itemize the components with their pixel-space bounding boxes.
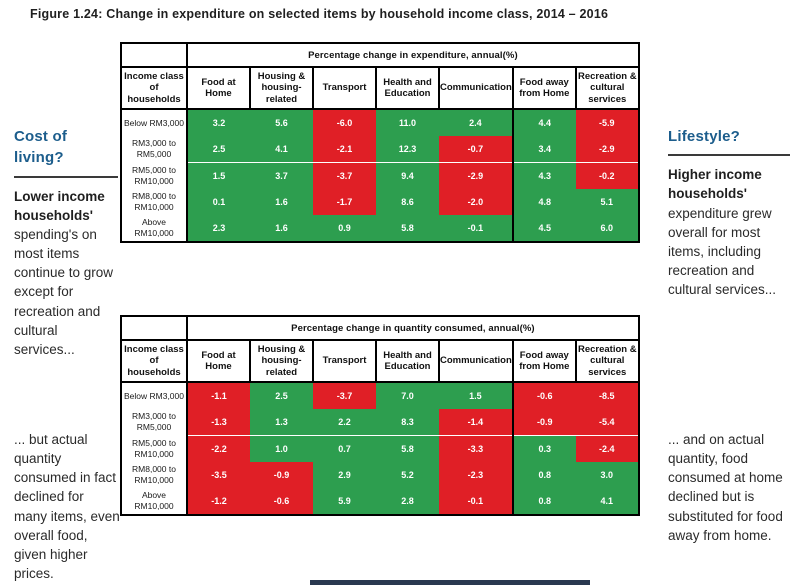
value-cell: 1.5 <box>439 382 513 409</box>
income-class-label: Above RM10,000 <box>121 215 187 242</box>
column-header: Housing & housing-related <box>250 67 313 109</box>
value-cell: 11.0 <box>376 109 439 136</box>
annotation-left-paragraph <box>14 187 118 359</box>
annotation-left-bottom <box>14 430 120 583</box>
value-cell: -1.3 <box>187 409 250 436</box>
value-cell: 2.5 <box>250 382 313 409</box>
value-cell: -5.4 <box>576 409 639 436</box>
value-cell: 5.1 <box>576 189 639 215</box>
annotation-right-bottom-body: ... and on actual quantity, food consumed at home declined but is substituted for food away from home. <box>668 432 783 543</box>
value-cell: 5.8 <box>376 436 439 463</box>
value-cell: -0.9 <box>513 409 576 436</box>
value-cell: 8.3 <box>376 409 439 436</box>
value-cell: 1.6 <box>250 189 313 215</box>
annotation-left-lead: Lower income households' <box>14 188 105 223</box>
value-cell: 1.3 <box>250 409 313 436</box>
table-row <box>121 109 639 136</box>
income-class-label: Below RM3,000 <box>121 382 187 409</box>
value-cell: -6.0 <box>313 109 376 136</box>
value-cell: 0.9 <box>313 215 376 242</box>
income-class-header: Income class of households <box>121 67 187 109</box>
value-cell: 0.3 <box>513 436 576 463</box>
value-cell: -0.6 <box>513 382 576 409</box>
column-header: Communication <box>439 340 513 382</box>
value-cell: 0.7 <box>313 436 376 463</box>
column-header: Transport <box>313 67 376 109</box>
table-row <box>121 488 639 515</box>
page-footer-bar <box>310 580 590 585</box>
value-cell: 5.9 <box>313 488 376 515</box>
value-cell: 4.3 <box>513 163 576 190</box>
value-cell: -0.2 <box>576 163 639 190</box>
value-cell: 4.1 <box>576 488 639 515</box>
value-cell: -1.4 <box>439 409 513 436</box>
expenditure-table <box>120 42 640 243</box>
annotation-right-paragraph <box>668 165 790 299</box>
income-class-label: Above RM10,000 <box>121 488 187 515</box>
annotation-left-body: spending's on most items continue to grow except for recreation and cultural services... <box>14 226 114 357</box>
value-cell: 5.8 <box>376 215 439 242</box>
figure-title: Figure 1.24: Change in expenditure on selected items by household income class, 2014 – 2016 <box>30 7 609 21</box>
value-cell: 2.9 <box>313 462 376 488</box>
value-cell: 9.4 <box>376 163 439 190</box>
value-cell: -2.9 <box>439 163 513 190</box>
value-cell: 4.8 <box>513 189 576 215</box>
value-cell: -2.2 <box>187 436 250 463</box>
value-cell: 3.2 <box>187 109 250 136</box>
value-cell: 4.4 <box>513 109 576 136</box>
annotation-right-bottom <box>668 430 788 545</box>
value-cell: 8.6 <box>376 189 439 215</box>
annotation-right-lead: Higher income households' <box>668 167 762 202</box>
value-cell: 7.0 <box>376 382 439 409</box>
annotation-left-top <box>14 126 118 359</box>
value-cell: 2.4 <box>439 109 513 136</box>
annotation-right-body: expenditure grew overall for most items, including recreation and cultural services... <box>668 205 777 298</box>
value-cell: -2.0 <box>439 189 513 215</box>
value-cell: 3.7 <box>250 163 313 190</box>
table-row <box>121 409 639 436</box>
table-row <box>121 382 639 409</box>
value-cell: 2.3 <box>187 215 250 242</box>
value-cell: -0.7 <box>439 136 513 163</box>
value-cell: -5.9 <box>576 109 639 136</box>
value-cell: 2.2 <box>313 409 376 436</box>
value-cell: -2.9 <box>576 136 639 163</box>
table-row <box>121 436 639 463</box>
value-cell: 6.0 <box>576 215 639 242</box>
table-row <box>121 163 639 190</box>
value-cell: 1.0 <box>250 436 313 463</box>
table-row <box>121 462 639 488</box>
value-cell: -3.5 <box>187 462 250 488</box>
annotation-right-top <box>668 126 790 299</box>
value-cell: -2.1 <box>313 136 376 163</box>
column-header: Recreation & cultural services <box>576 340 639 382</box>
income-class-label: RM8,000 to RM10,000 <box>121 462 187 488</box>
table-row <box>121 136 639 163</box>
value-cell: 5.2 <box>376 462 439 488</box>
annotation-left-bottom-body: ... but actual quantity consumed in fact declined for many items, even overall food, given higher prices. <box>14 432 120 582</box>
value-cell: -0.1 <box>439 488 513 515</box>
table-row <box>121 189 639 215</box>
quantity-table <box>120 315 640 516</box>
column-header: Transport <box>313 340 376 382</box>
value-cell: 12.3 <box>376 136 439 163</box>
income-class-label: Below RM3,000 <box>121 109 187 136</box>
column-header: Health and Education <box>376 67 439 109</box>
annotation-right-heading: Lifestyle? <box>668 126 790 156</box>
value-cell: 0.8 <box>513 488 576 515</box>
value-cell: 0.1 <box>187 189 250 215</box>
value-cell: 3.0 <box>576 462 639 488</box>
column-header: Housing & housing-related <box>250 340 313 382</box>
column-header: Food at Home <box>187 67 250 109</box>
value-cell: 4.1 <box>250 136 313 163</box>
income-class-label: RM5,000 to RM10,000 <box>121 163 187 190</box>
table-group-header: Percentage change in expenditure, annual(%) <box>187 43 639 67</box>
value-cell: 2.8 <box>376 488 439 515</box>
column-header: Food at Home <box>187 340 250 382</box>
column-header: Health and Education <box>376 340 439 382</box>
value-cell: -2.4 <box>576 436 639 463</box>
column-header: Communication <box>439 67 513 109</box>
column-header: Recreation & cultural services <box>576 67 639 109</box>
value-cell: 5.6 <box>250 109 313 136</box>
value-cell: -1.1 <box>187 382 250 409</box>
value-cell: -8.5 <box>576 382 639 409</box>
value-cell: -1.7 <box>313 189 376 215</box>
value-cell: -3.7 <box>313 163 376 190</box>
value-cell: -3.3 <box>439 436 513 463</box>
value-cell: -0.9 <box>250 462 313 488</box>
annotation-left-heading: Cost of living? <box>14 126 118 178</box>
table-group-header: Percentage change in quantity consumed, annual(%) <box>187 316 639 340</box>
income-class-header: Income class of households <box>121 340 187 382</box>
income-class-label: RM3,000 to RM5,000 <box>121 136 187 163</box>
column-header: Food away from Home <box>513 340 576 382</box>
income-class-label: RM5,000 to RM10,000 <box>121 436 187 463</box>
income-class-label: RM8,000 to RM10,000 <box>121 189 187 215</box>
table-corner-cell <box>121 316 187 340</box>
value-cell: -0.1 <box>439 215 513 242</box>
value-cell: -0.6 <box>250 488 313 515</box>
value-cell: 4.5 <box>513 215 576 242</box>
value-cell: 1.6 <box>250 215 313 242</box>
table-corner-cell <box>121 43 187 67</box>
value-cell: -2.3 <box>439 462 513 488</box>
value-cell: 2.5 <box>187 136 250 163</box>
value-cell: 0.8 <box>513 462 576 488</box>
column-header: Food away from Home <box>513 67 576 109</box>
value-cell: 1.5 <box>187 163 250 190</box>
table-row <box>121 215 639 242</box>
value-cell: -1.2 <box>187 488 250 515</box>
income-class-label: RM3,000 to RM5,000 <box>121 409 187 436</box>
value-cell: -3.7 <box>313 382 376 409</box>
value-cell: 3.4 <box>513 136 576 163</box>
